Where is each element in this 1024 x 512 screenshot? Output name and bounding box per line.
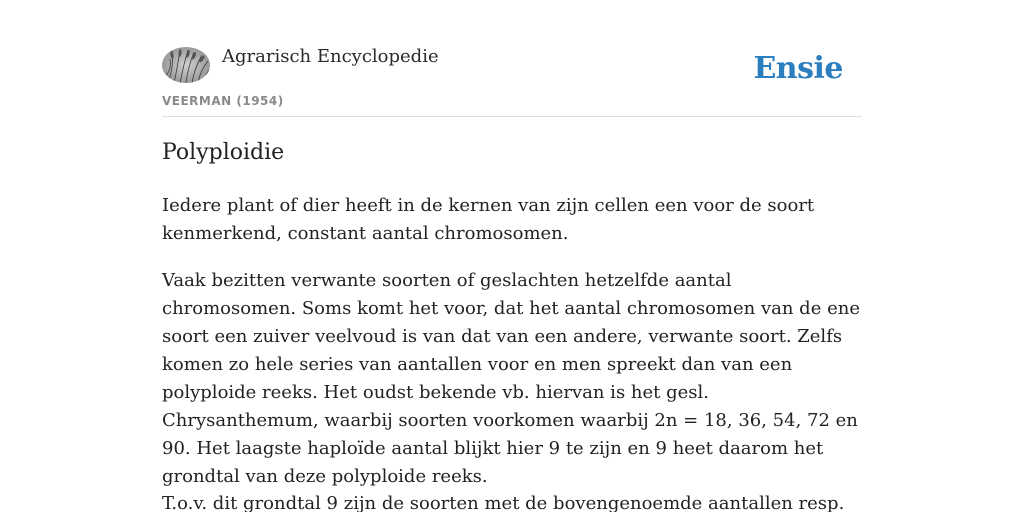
article-paragraph: Iedere plant of dier heeft in de kernen van zijn cellen een voor de soort kenmerkend, constant aantal chromosomen.: [162, 195, 815, 244]
source-subtitle: VEERMAN (1954): [162, 94, 284, 108]
page: [162, 0, 862, 512]
brand-logo[interactable]: Ensie: [753, 51, 843, 86]
source-header: [162, 0, 862, 117]
wheat-engraving-icon: [162, 47, 210, 83]
article-title: Polyploidie: [162, 140, 285, 165]
source-title[interactable]: Agrarisch Encyclopedie: [222, 46, 439, 67]
article-paragraph: Vaak bezitten verwante soorten of geslachten hetzelfde aantal chromosomen. Soms komt het voor, dat het aantal chromosomen van de ene soort een zuiver veelvoud is van dat van een andere, verwante soort. Zelfs komen zo hele series van aantallen voor en men spreekt dan van een polyploide reeks. Het oudst bekende vb. hiervan is het gesl. Chrysanthemum, waarbij soorten voorkomen waarbij 2n = 18, 36, 54, 72 en 90. Het laagste haploïde aantal blijkt hier 9 te zijn en 9 heet daarom het grondtal van deze polyploide reeks.: [162, 270, 860, 487]
article-paragraph: T.o.v. dit grondtal 9 zijn de soorten met de bovengenoemde aantallen resp.: [162, 493, 845, 512]
